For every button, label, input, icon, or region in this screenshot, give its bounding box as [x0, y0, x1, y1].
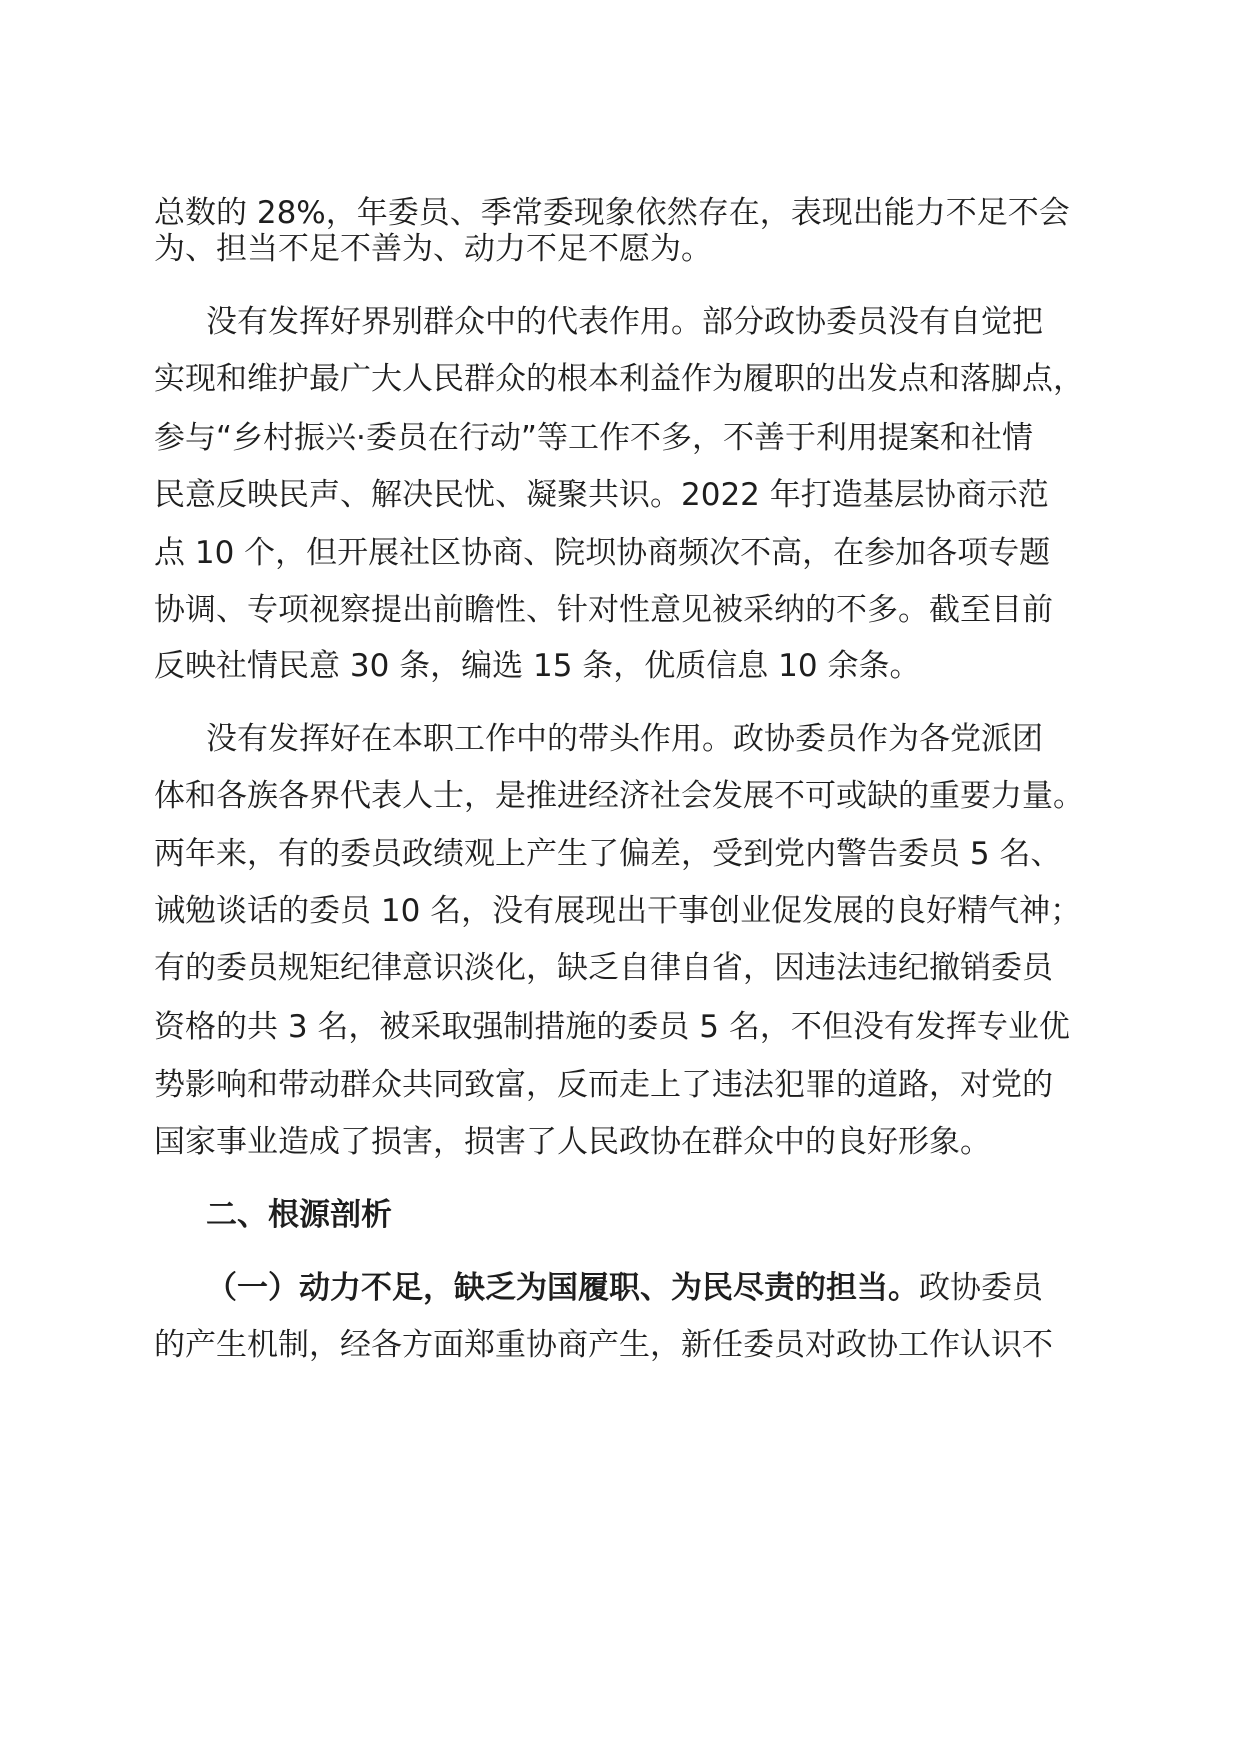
paragraph-3-line-1: 没有发挥好在本职工作中的带头作用。政协委员作为各党派团 — [206, 721, 1043, 757]
paragraph-2-line-4: 民意反映民声、解决民忧、凝聚共识。2022 年打造基层协商示范 — [154, 477, 1049, 513]
paragraph-4-line-2: 的产生机制，经各方面郑重协商产生，新任委员对政协工作认识不 — [154, 1327, 1053, 1363]
paragraph-4-bold-lead: （一）动力不足，缺乏为国履职、为民尽责的担当。 — [206, 1270, 919, 1306]
paragraph-2-line-3: 参与“乡村振兴·委员在行动”等工作不多，不善于利用提案和社情 — [154, 420, 1033, 456]
paragraph-4-line-1 — [206, 1268, 1043, 1308]
paragraph-1-line-1: 总数的 28%，年委员、季常委现象依然存在，表现出能力不足不会 — [154, 195, 1070, 231]
paragraph-4-line-1-rest: 政协委员 — [919, 1270, 1043, 1306]
paragraph-1-line-2: 为、担当不足不善为、动力不足不愿为。 — [154, 231, 712, 267]
paragraph-3-line-8: 国家事业造成了损害，损害了人民政协在群众中的良好形象。 — [154, 1124, 991, 1160]
paragraph-3-line-2: 体和各族各界代表人士，是推进经济社会发展不可或缺的重要力量。 — [154, 778, 1084, 814]
section-heading: 二、根源剖析 — [206, 1197, 392, 1233]
paragraph-3-line-3: 两年来，有的委员政绩观上产生了偏差，受到党内警告委员 5 名、 — [154, 836, 1062, 872]
paragraph-2-line-1: 没有发挥好界别群众中的代表作用。部分政协委员没有自觉把 — [206, 304, 1043, 340]
paragraph-2-line-5: 点 10 个，但开展社区协商、院坝协商频次不高，在参加各项专题 — [154, 535, 1051, 571]
paragraph-3-line-4: 诫勉谈话的委员 10 名，没有展现出干事创业促发展的良好精气神； — [154, 893, 1082, 929]
paragraph-3-line-5: 有的委员规矩纪律意识淡化，缺乏自律自省，因违法违纪撤销委员 — [154, 950, 1053, 986]
paragraph-3-line-7: 势影响和带动群众共同致富，反而走上了违法犯罪的道路，对党的 — [154, 1067, 1053, 1103]
paragraph-3-line-6: 资格的共 3 名，被采取强制措施的委员 5 名，不但没有发挥专业优 — [154, 1009, 1070, 1045]
paragraph-2-line-2: 实现和维护最广大人民群众的根本利益作为履职的出发点和落脚点， — [154, 361, 1084, 397]
paragraph-2-line-7: 反映社情民意 30 条，编选 15 条，优质信息 10 余条。 — [154, 648, 921, 684]
paragraph-2-line-6: 协调、专项视察提出前瞻性、针对性意见被采纳的不多。截至目前 — [154, 592, 1053, 628]
